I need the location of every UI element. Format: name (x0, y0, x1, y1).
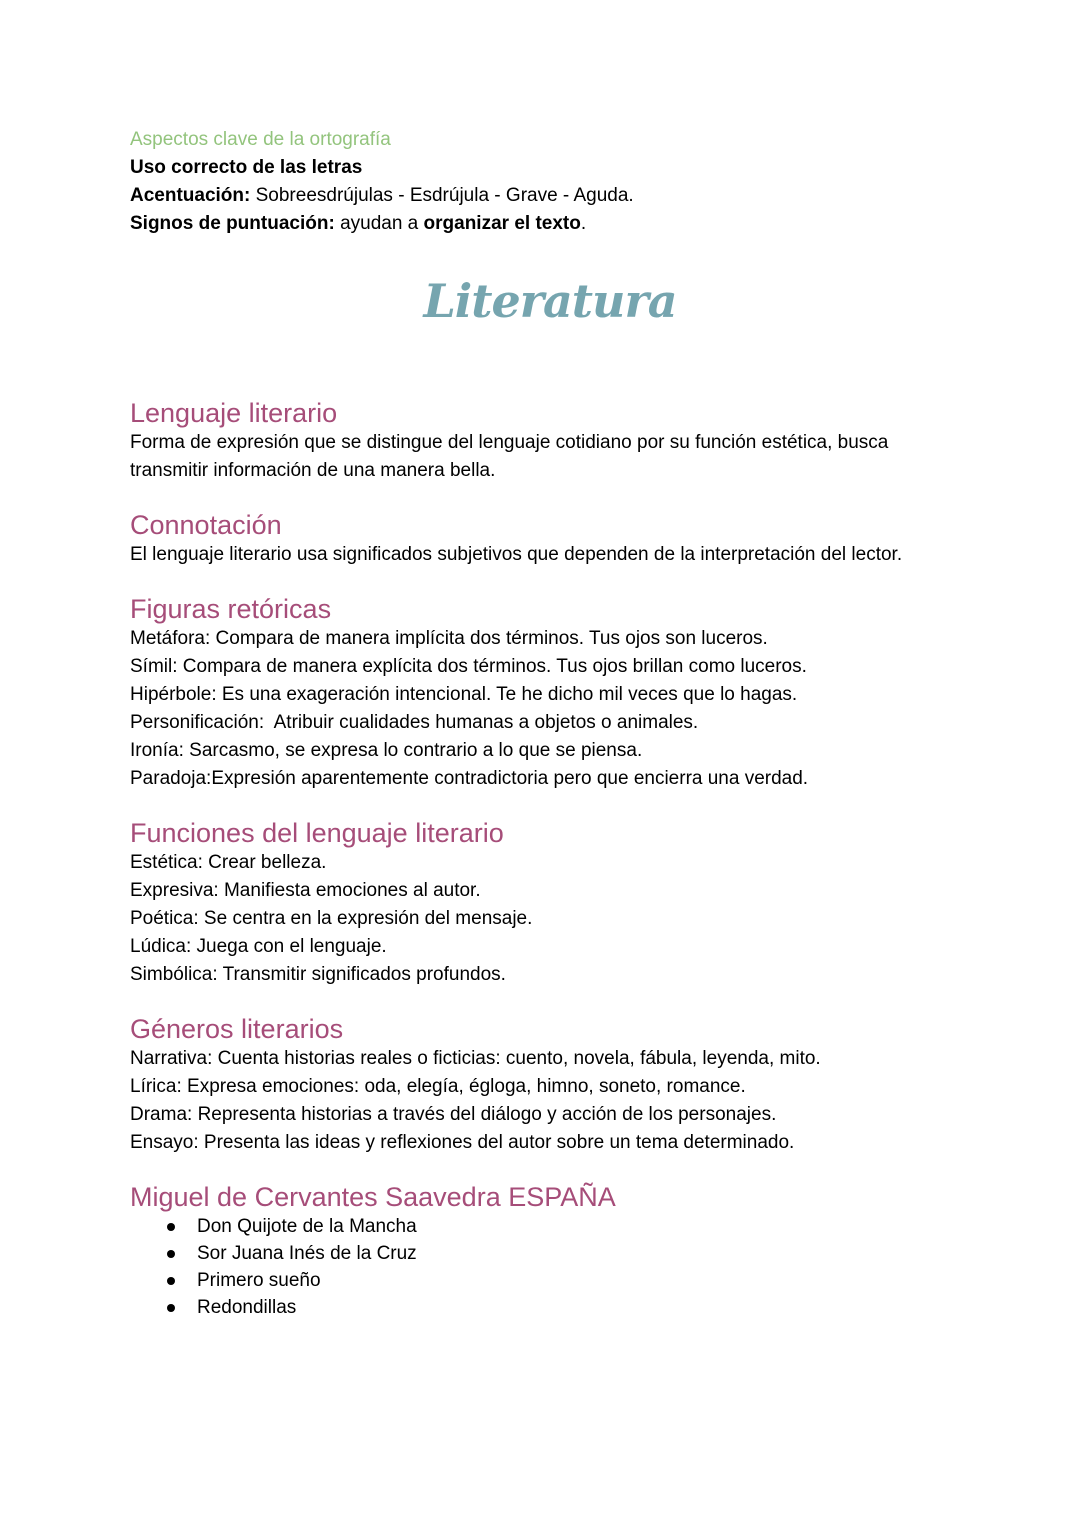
text-line: Metáfora: Compara de manera implícita dos términos. Tus ojos son luceros. (130, 628, 768, 649)
section-heading: Connotación (130, 510, 282, 540)
bold-text-segment: Signos de puntuación: (130, 213, 341, 234)
bullet-item: Don Quijote de la Mancha (130, 1213, 970, 1240)
bold-text-segment: Uso correcto de las letras (130, 157, 363, 178)
section-heading: Figuras retóricas (130, 594, 332, 624)
text-line: Hipérbole: Es una exageración intencional. Te he dicho mil veces que lo hagas. (130, 684, 798, 705)
section-heading: Lenguaje literario (130, 398, 338, 428)
bold-text-segment: organizar el texto (423, 213, 581, 234)
bullet-list (130, 1213, 970, 1321)
bold-text-segment: Acentuación: (130, 185, 256, 206)
bullet-item: Redondillas (130, 1294, 970, 1321)
text-line: Forma de expresión que se distingue del lenguaje cotidiano por su función estética, busca (130, 432, 889, 453)
text-line (130, 182, 970, 210)
section-ortografia (130, 126, 970, 238)
text-line: Simbólica: Transmitir significados profundos. (130, 964, 506, 985)
document-sections (130, 397, 970, 1321)
section-heading: Géneros literarios (130, 1014, 344, 1044)
text-line: Estética: Crear belleza. (130, 852, 327, 873)
text-line: Drama: Representa historias a través del diálogo y acción de los personajes. (130, 1104, 777, 1125)
section-generos-literarios (130, 1013, 970, 1157)
text-line: Expresiva: Manifiesta emociones al autor. (130, 880, 481, 901)
text-line (130, 210, 970, 238)
text-line: El lenguaje literario usa significados subjetivos que dependen de la interpretación del lector. (130, 544, 903, 565)
bullet-item: Primero sueño (130, 1267, 970, 1294)
text-line: Ensayo: Presenta las ideas y reflexiones del autor sobre un tema determinado. (130, 1132, 795, 1153)
section-figuras-retoricas (130, 593, 970, 793)
section-connotacion (130, 509, 970, 569)
document-title: Literatura (423, 274, 677, 328)
text-line: Ironía: Sarcasmo, se expresa lo contrario a lo que se piensa. (130, 740, 643, 761)
section-funciones-del-lenguaje-literario (130, 817, 970, 989)
text-line (130, 154, 970, 182)
text-segment: Sobreesdrújulas - Esdrújula - Grave - Aguda. (255, 185, 634, 206)
section-miguel-de-cervantes-saavedra-espana (130, 1181, 970, 1321)
text-line: Paradoja:Expresión aparentemente contradictoria pero que encierra una verdad. (130, 768, 809, 789)
text-line: Lúdica: Juega con el lenguaje. (130, 936, 387, 957)
ortografia-lines (130, 154, 970, 238)
text-line: transmitir información de una manera bella. (130, 460, 496, 481)
text-line: Narrativa: Cuenta historias reales o ficticias: cuento, novela, fábula, leyenda, mito. (130, 1048, 821, 1069)
text-line: Símil: Compara de manera explícita dos términos. Tus ojos brillan como luceros. (130, 656, 807, 677)
text-line: Lírica: Expresa emociones: oda, elegía, égloga, himno, soneto, romance. (130, 1076, 746, 1097)
section-heading: Miguel de Cervantes Saavedra ESPAÑA (130, 1182, 616, 1212)
section-heading: Funciones del lenguaje literario (130, 818, 504, 848)
text-line: Poética: Se centra en la expresión del mensaje. (130, 908, 533, 929)
ortografia-heading: Aspectos clave de la ortografía (130, 129, 391, 150)
text-segment: . (580, 213, 587, 234)
text-line: Personificación: Atribuir cualidades humanas a objetos o animales. (130, 712, 699, 733)
text-segment: ayudan a (340, 213, 424, 234)
section-lenguaje-literario (130, 397, 970, 485)
bullet-item: Sor Juana Inés de la Cruz (130, 1240, 970, 1267)
